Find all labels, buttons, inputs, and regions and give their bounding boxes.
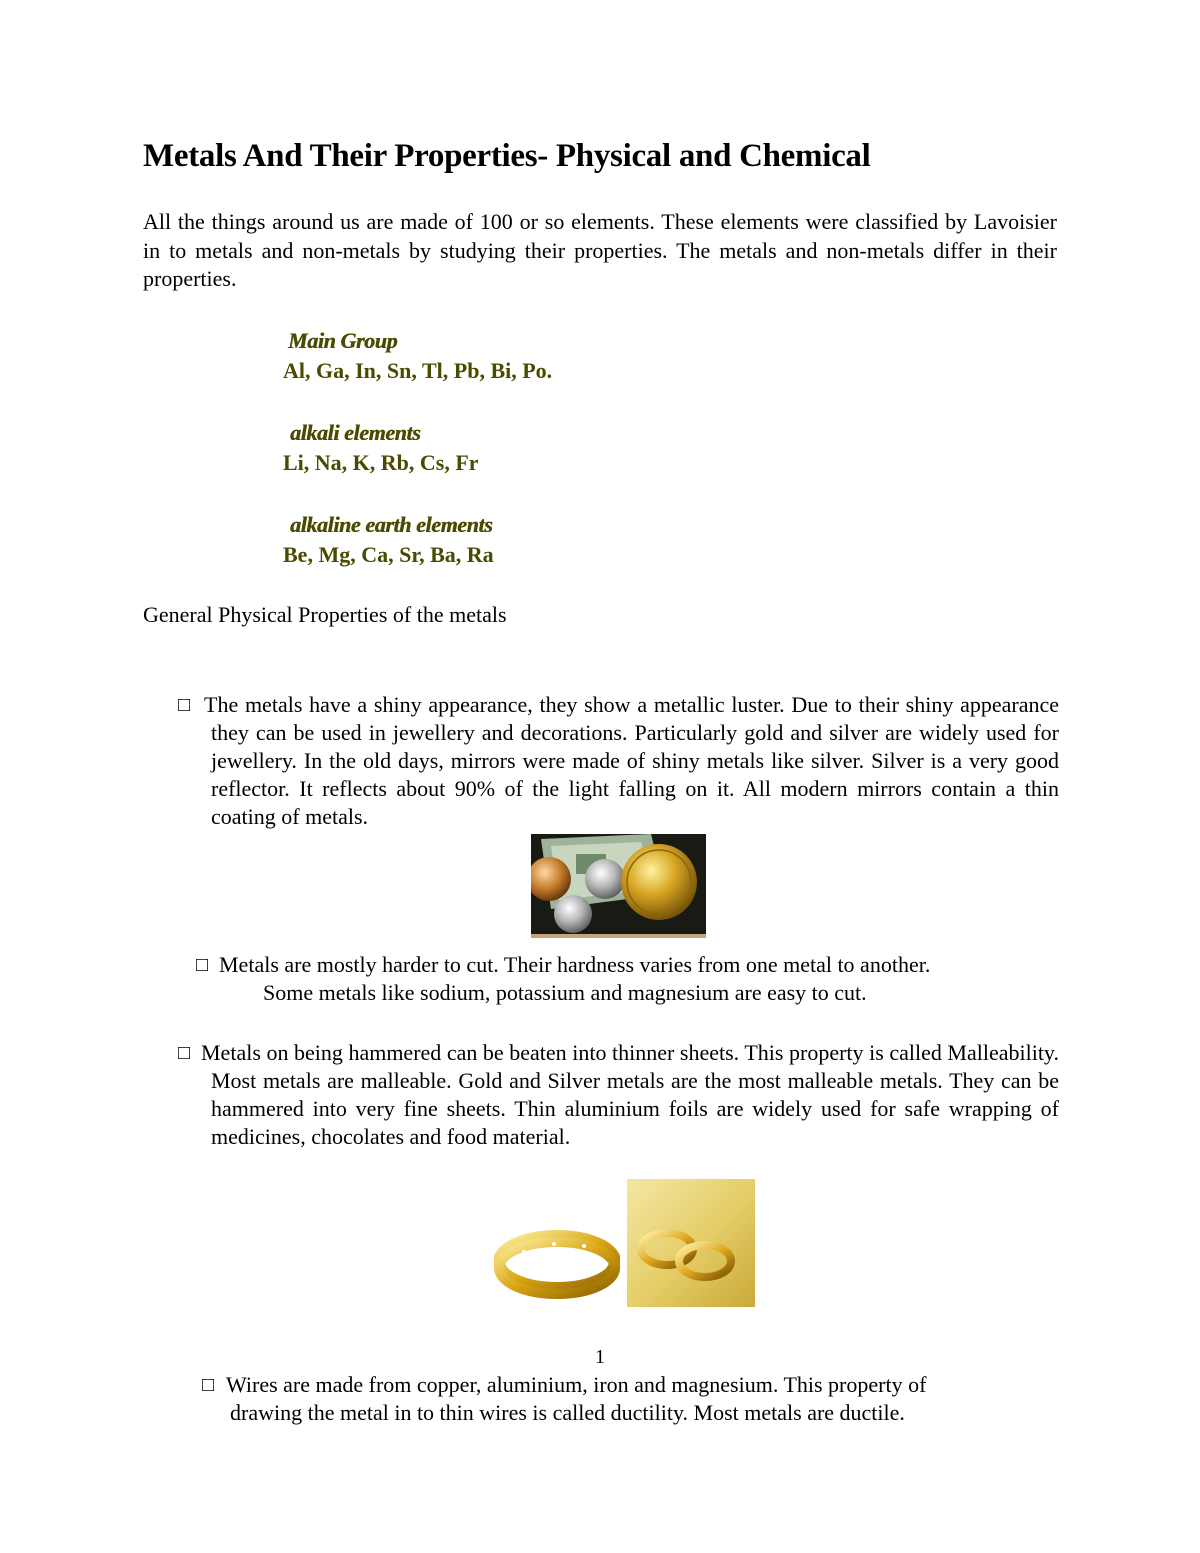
group-title-alkali: alkali elements bbox=[290, 420, 421, 445]
bullet-box-icon: □ bbox=[178, 1042, 191, 1064]
coins-image bbox=[531, 834, 706, 938]
rings-on-silk-illustration bbox=[627, 1179, 755, 1307]
bullet-box-icon: □ bbox=[196, 954, 209, 976]
property-hardness-line1: Metals are mostly harder to cut. Their hardness varies from one metal to another. bbox=[219, 952, 931, 977]
bullet-box-icon: □ bbox=[178, 694, 191, 716]
page-number: 1 bbox=[595, 1346, 605, 1368]
group-title-alkaline-earth: alkaline earth elements bbox=[290, 512, 493, 537]
property-malleability: Metals on being hammered can be beaten into thinner sheets. This property is called Malleability. Most metals are malleable. Gold and Silver metals are the most malleable metals. They can be hammered into very fine sheets. Thin aluminium foils are widely used for safe wrapping of medicines, chocolates and food material. bbox=[201, 1040, 1059, 1149]
property-ductility-line2: drawing the metal in to thin wires is called ductility. Most metals are ductile. bbox=[230, 1400, 905, 1425]
group-title-main: Main Group bbox=[288, 328, 398, 353]
ring-image-right bbox=[627, 1179, 755, 1307]
ring-illustration bbox=[494, 1222, 620, 1300]
group-elements-alkaline-earth: Be, Mg, Ca, Sr, Ba, Ra bbox=[283, 542, 494, 567]
property-hardness-line2: Some metals like sodium, potassium and magnesium are easy to cut. bbox=[263, 980, 867, 1005]
property-ductility-line1: Wires are made from copper, aluminium, iron and magnesium. This property of bbox=[226, 1372, 927, 1397]
page-title: Metals And Their Properties- Physical and Chemical bbox=[143, 138, 871, 174]
intro-paragraph: All the things around us are made of 100 or so elements. These elements were classified by Lavoisier in to metals and non-metals by studying their properties. The metals and non-metals differ in their properties. bbox=[143, 209, 1057, 291]
group-elements-alkali: Li, Na, K, Rb, Cs, Fr bbox=[283, 450, 479, 475]
group-elements-main: Al, Ga, In, Sn, Tl, Pb, Bi, Po. bbox=[283, 358, 553, 383]
property-luster: The metals have a shiny appearance, they show a metallic luster. Due to their shiny appearance they can be used in jewellery and decorations. Particularly gold and silver are widely used for jewellery. In the old days, mirrors were made of shiny metals like silver. Silver is a very good reflector. It reflects about 90% of the light falling on it. All modern mirrors contain a thin coating of metals. bbox=[204, 692, 1059, 829]
ring-image-left bbox=[494, 1222, 620, 1300]
section-subheading: General Physical Properties of the metals bbox=[143, 602, 507, 627]
bullet-box-icon: □ bbox=[202, 1374, 215, 1396]
coins-illustration bbox=[531, 834, 706, 938]
